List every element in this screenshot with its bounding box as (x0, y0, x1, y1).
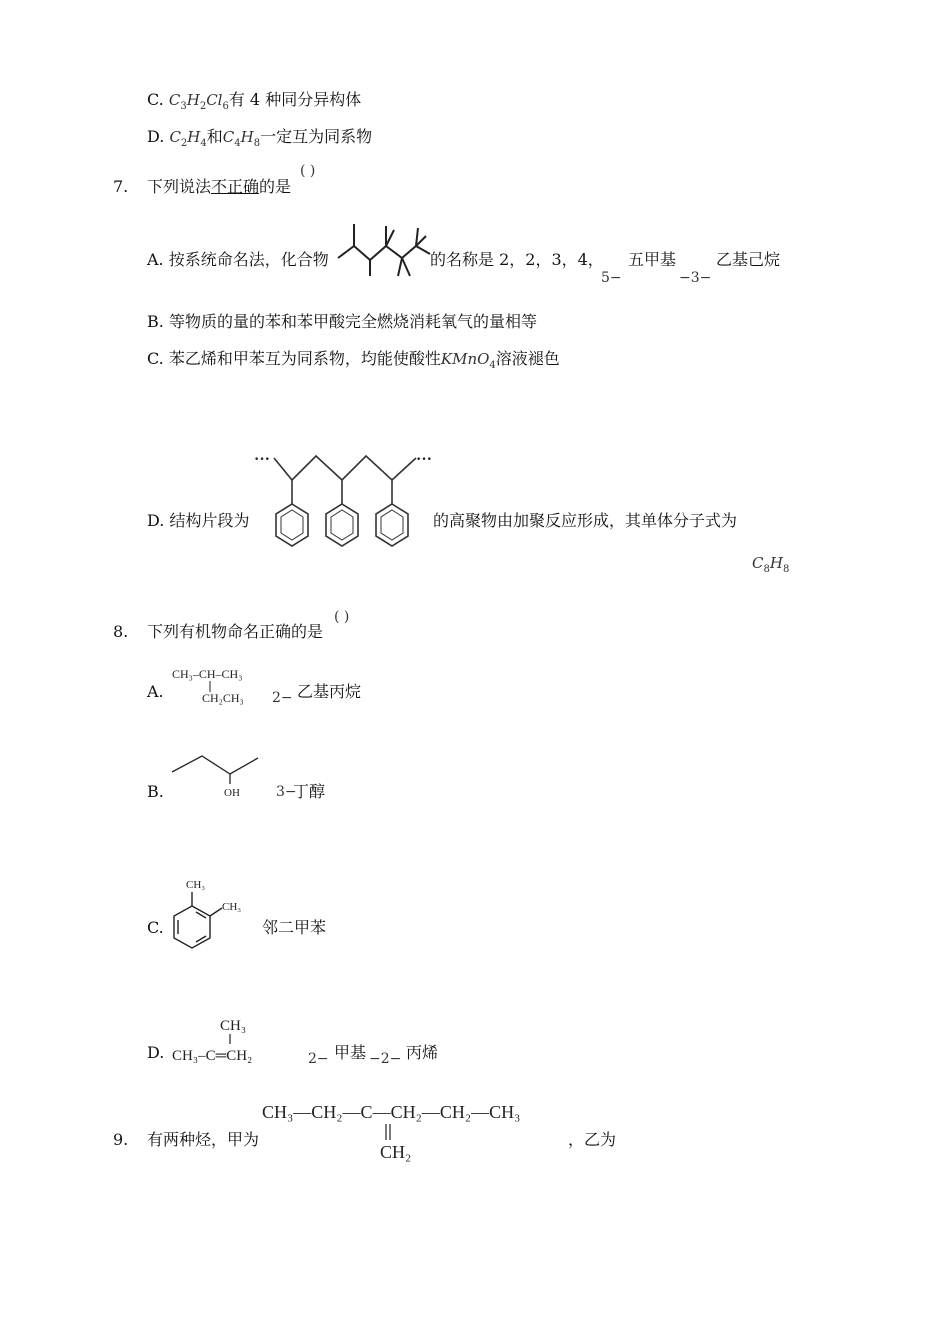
q8-option-d-label: D. (147, 1043, 165, 1062)
option-text: 按系统命名法，化合物 (168, 250, 329, 269)
q7-a-text3: 五甲基 (628, 250, 677, 269)
hydroxyl-label: OH (224, 787, 240, 799)
q8-a-prefix: 2− (272, 690, 293, 706)
skeletal-structure-butanol (172, 756, 262, 802)
formula-c2h4: $C_2H_4$ (169, 128, 207, 149)
q8-d-name1: 甲基 (334, 1043, 367, 1062)
condensed-structure-d (172, 1012, 296, 1064)
formula-c4h8: $C_4H_8$ (222, 128, 261, 149)
option-text: 等物质的量的苯和苯甲酸完全燃烧消耗氧气的量相等 (168, 312, 537, 331)
structure-chain: CH₃—CH₂—C—CH₂—CH₂—CH₃ (262, 1102, 521, 1122)
option-label: C. (147, 349, 164, 368)
q7-option-c (147, 349, 560, 376)
q6-option-d (147, 127, 372, 154)
stem-underlined: 不正确 (211, 177, 260, 196)
q8-b-name: 丁醇 (293, 782, 326, 801)
q8-option-a-label: A. (147, 682, 164, 701)
q8-d-prefix1: 2− (308, 1051, 329, 1067)
methyl-label: CH₃ (222, 901, 242, 913)
and-text: 和 (206, 127, 223, 146)
q9-suffix: ，乙为 (568, 1130, 617, 1149)
q7-option-d (147, 511, 249, 531)
q7-a-text2: 的名称是 2，2，3，4， (430, 250, 604, 269)
condensed-structure-q9 (262, 1096, 574, 1166)
option-text: 溶液褪色 (495, 349, 560, 368)
stem-text: 下列说法 (147, 177, 212, 196)
option-text: 有 4 种同分异构体 (228, 90, 362, 109)
q7-option-b (147, 312, 537, 332)
q8-b-prefix: 3− (276, 784, 297, 800)
structure-branch: CH₂ (380, 1142, 412, 1162)
q7-a-fragment: −3− (679, 270, 712, 286)
q7-d-text2: 的高聚物由加聚反应形成，其单体分子式为 (433, 511, 738, 530)
option-label: D. (147, 127, 165, 146)
structure-main-chain: CH₃–CH–CH₃ (172, 667, 243, 681)
skeletal-structure-alkane (338, 222, 430, 280)
q8-option-b-label: B. (147, 782, 164, 801)
stem-text: 的是 (259, 177, 292, 196)
q7-number: 7. (113, 177, 129, 196)
q8-number: 8. (113, 622, 129, 641)
chain-dots: ··· (254, 451, 271, 468)
structure-top: CH₃ (220, 1018, 247, 1034)
o-xylene-structure (170, 876, 252, 952)
q8-option-c-label: C. (147, 918, 164, 937)
condensed-structure-a (172, 664, 268, 708)
q8-c-name: 邻二甲苯 (262, 918, 327, 937)
q6-option-c (147, 90, 361, 117)
q9-stem: 有两种烃，甲为 (147, 1130, 260, 1149)
q8-stem: 下列有机物命名正确的是 (147, 622, 324, 641)
option-label: D. (147, 511, 165, 530)
option-label: A. (147, 250, 164, 269)
option-label: B. (147, 312, 164, 331)
q7-a-text4: 乙基己烷 (716, 250, 781, 269)
option-label: C. (147, 90, 164, 109)
polystyrene-segment-structure (252, 448, 436, 574)
option-text: 一定互为同系物 (260, 127, 373, 146)
formula-c3h2cl6: $C_3H_2Cl_6$ (168, 91, 229, 112)
q7-a-fragment: 5− (601, 270, 622, 286)
q8-a-name: 乙基丙烷 (297, 682, 362, 701)
q8-d-prefix2: −2− (369, 1051, 402, 1067)
structure-main: CH₃–C═CH₂ (172, 1048, 253, 1064)
q9-number: 9. (113, 1130, 129, 1149)
answer-paren: ( ) (334, 609, 350, 625)
chain-dots: ··· (416, 451, 433, 468)
q7-option-a (147, 250, 329, 270)
structure-branch: CH₂CH₃ (202, 691, 244, 705)
option-text: 结构片段为 (169, 511, 250, 530)
option-text: 苯乙烯和甲苯互为同系物，均能使酸性 (168, 349, 441, 368)
answer-paren: ( ) (300, 163, 316, 179)
methyl-label: CH₃ (186, 879, 206, 891)
q8-d-name2: 丙烯 (406, 1043, 439, 1062)
formula-kmno4: KMnO$_4$ (440, 350, 496, 371)
q7-stem (147, 177, 291, 197)
formula-c8h8: $C_8H_8$ (752, 554, 790, 575)
